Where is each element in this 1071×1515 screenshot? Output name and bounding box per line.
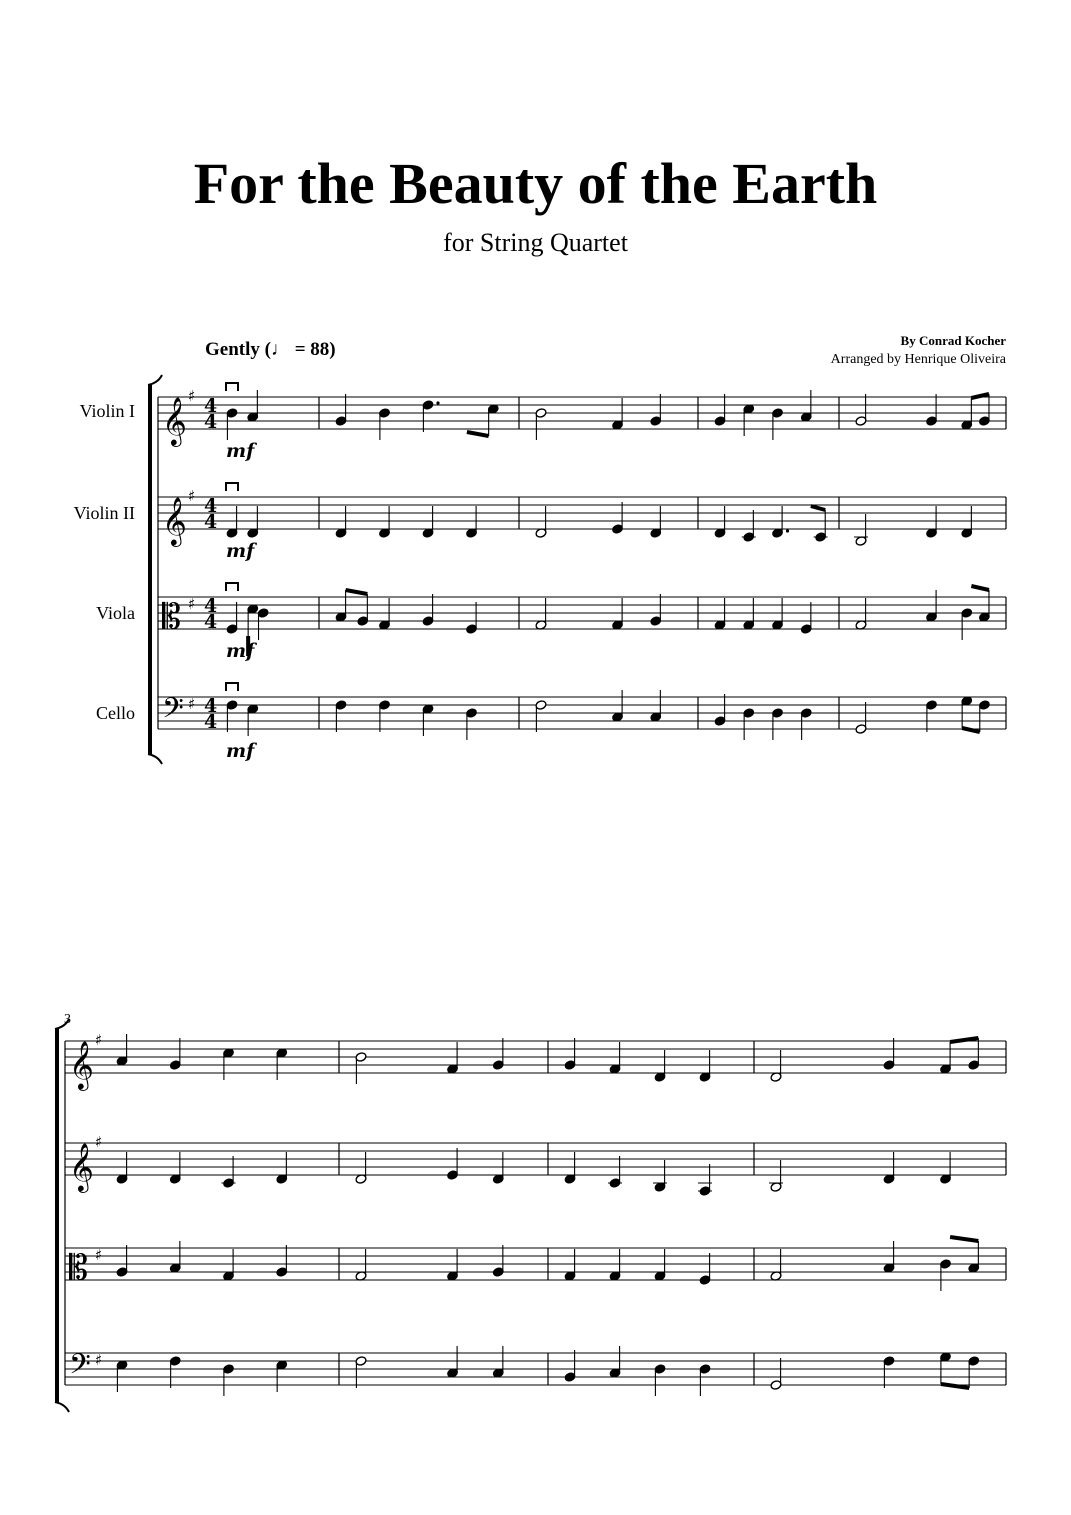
key-signature-sharp-icon: ♯ xyxy=(188,695,196,713)
treble-clef-icon: 𝄞 xyxy=(162,396,187,445)
time-signature-bottom: 4 xyxy=(204,711,218,733)
quarter-note-icon: ♩ xyxy=(270,339,290,360)
treble-clef-icon: 𝄞 xyxy=(69,1040,94,1089)
bass-clef-icon: 𝄢 xyxy=(69,1348,91,1388)
score-title: For the Beauty of the Earth xyxy=(193,151,878,216)
system-bracket-bottom xyxy=(55,1402,69,1412)
tempo-value: = 88) xyxy=(294,339,336,360)
instrument-label-viola: Viola xyxy=(96,603,135,623)
time-signature-bottom: 4 xyxy=(204,611,218,633)
dynamic-marking: mf xyxy=(226,540,255,562)
time-signature-top: 4 xyxy=(204,495,218,517)
time-signature-top: 4 xyxy=(204,695,218,717)
note-beam xyxy=(467,432,489,436)
composer-credit: By Conrad Kocher xyxy=(900,333,1006,348)
dynamic-marking: mf xyxy=(226,440,255,462)
note-beam xyxy=(811,506,825,510)
note-beam xyxy=(971,586,989,590)
system-bracket-top xyxy=(55,1019,69,1029)
alto-clef-icon: 𝄡 xyxy=(69,1248,88,1288)
key-signature-sharp-icon: ♯ xyxy=(95,1133,103,1151)
key-signature-sharp-icon: ♯ xyxy=(95,1351,103,1369)
augmentation-dot xyxy=(436,401,439,404)
treble-clef-icon: 𝄞 xyxy=(69,1142,94,1191)
augmentation-dot xyxy=(786,529,789,532)
score-subtitle: for String Quartet xyxy=(443,228,628,257)
down-bow-icon xyxy=(226,583,238,591)
note-beam xyxy=(950,1237,978,1241)
dynamic-marking: mf xyxy=(226,640,255,662)
down-bow-icon xyxy=(226,483,238,491)
treble-clef-icon: 𝄞 xyxy=(162,496,187,545)
time-signature-bottom: 4 xyxy=(204,411,218,433)
tempo-label: Gently ( xyxy=(205,339,271,360)
note-beam xyxy=(346,590,368,594)
down-bow-icon xyxy=(226,383,238,391)
bass-clef-icon: 𝄢 xyxy=(162,692,184,732)
key-signature-sharp-icon: ♯ xyxy=(188,595,196,613)
dynamic-marking: mf xyxy=(226,740,255,762)
time-signature-top: 4 xyxy=(204,395,218,417)
alto-clef-icon: 𝄡 xyxy=(162,597,181,637)
key-signature-sharp-icon: ♯ xyxy=(95,1246,103,1264)
time-signature-bottom: 4 xyxy=(204,511,218,533)
key-signature-sharp-icon: ♯ xyxy=(188,387,196,405)
instrument-label-violin-1: Violin I xyxy=(79,401,135,421)
system-bracket-bottom xyxy=(148,754,162,764)
key-signature-sharp-icon: ♯ xyxy=(188,487,196,505)
arranger-credit: Arranged by Henrique Oliveira xyxy=(830,352,1006,367)
system-bracket-top xyxy=(148,375,162,385)
key-signature-sharp-icon: ♯ xyxy=(95,1031,103,1049)
instrument-label-violin-2: Violin II xyxy=(73,503,135,523)
instrument-label-cello: Cello xyxy=(96,703,135,723)
time-signature-top: 4 xyxy=(204,595,218,617)
measure-number: 3 xyxy=(64,1012,71,1027)
down-bow-icon xyxy=(226,683,238,691)
